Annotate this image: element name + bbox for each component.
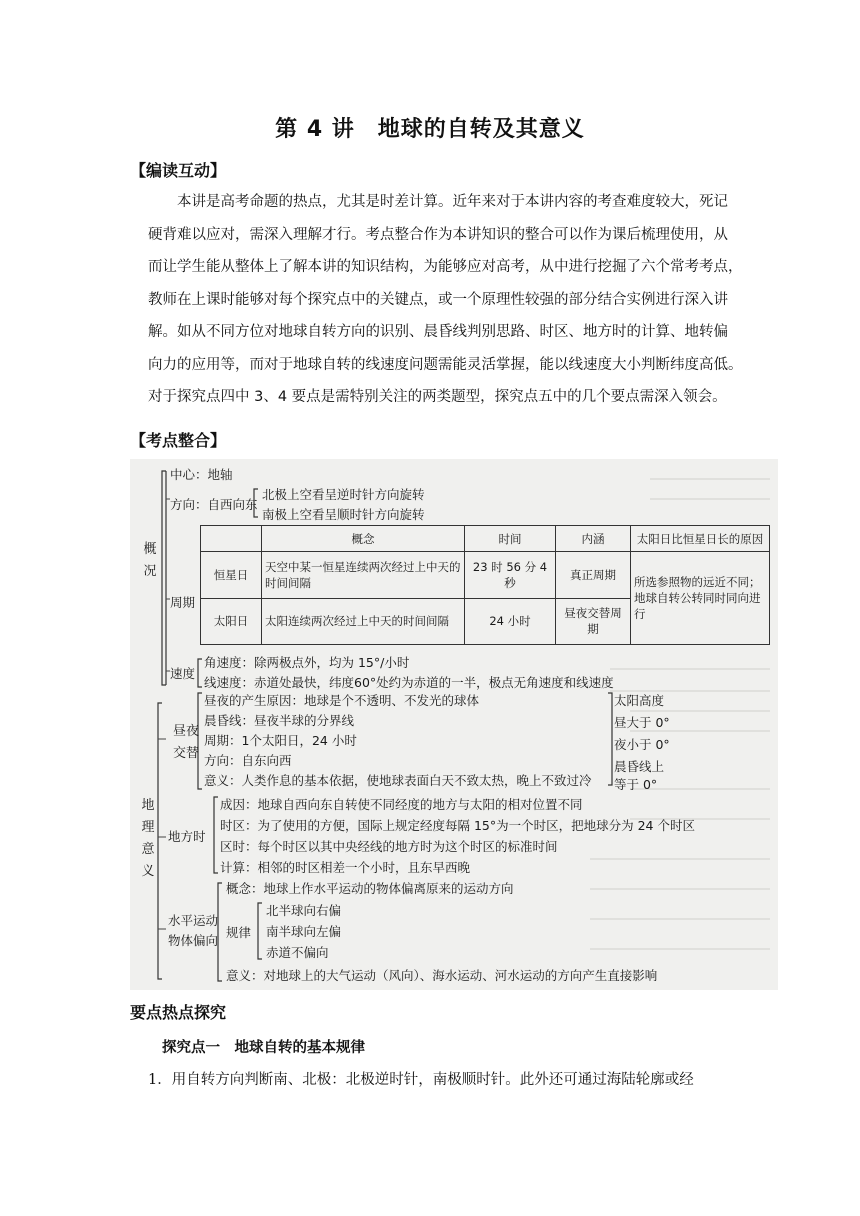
difangshi-timezone: 时区：为了使用的方便，国际上规定经度每隔 15°为一个时区，把地球分为 24 个时区 <box>220 818 695 833</box>
linear-speed: 线速度：赤道处最快，纬度60°处约为赤道的一半，极点无角速度和线速度 <box>204 675 614 690</box>
table-header: 太阳日比恒星日长的原因 <box>631 526 770 552</box>
label-dili-yiyi: 地理意义 <box>141 798 155 879</box>
table-cell: 23 时 56 分 4 秒 <box>465 552 556 598</box>
deflection-rule-label: 规律 <box>226 925 252 940</box>
intro-line: 硬背难以应对，需深入理解才行。考点整合作为本讲知识的整合可以作为课后梳理使用，从 <box>148 226 728 243</box>
intro-line: 向力的应用等，而对于地球自转的线速度问题需能灵活掌握，能以线速度大小判断纬度高低。 <box>148 356 743 373</box>
table-header: 概念 <box>262 526 465 552</box>
deflection-label-1: 水平运动 <box>168 913 219 928</box>
sun-height-day: 昼大于 0° <box>614 715 670 730</box>
subsection-heading: 探究点一 地球自转的基本规律 <box>162 1040 365 1056</box>
table-cell: 昼夜交替周期 <box>556 598 631 644</box>
label-gaikuang: 概况 <box>143 542 157 579</box>
zhouye-period: 周期：1个太阳日，24 小时 <box>204 733 357 748</box>
table-cell: 真正周期 <box>556 552 631 598</box>
intro-line: 而让学生能从整体上了解本讲的知识结构，为能够应对高考，从中进行挖掘了六个常考考点， <box>148 259 743 275</box>
deflection-label-2: 物体偏向 <box>168 933 219 948</box>
deflection-equator: 赤道不偏向 <box>266 945 329 960</box>
intro-line: 本讲是高考命题的热点，尤其是时差计算。近年来对于本讲内容的考查难度较大，死记 <box>177 194 728 210</box>
table-cell: 天空中某一恒星连续两次经过上中天的时间间隔 <box>262 552 465 598</box>
south-rotation: 南极上空看呈顺时针方向旋转 <box>262 507 425 522</box>
sun-height-zero: 等于 0° <box>614 777 658 792</box>
page-title: 第 4 讲 地球的自转及其意义 <box>275 117 585 142</box>
speed-label: 速度 <box>170 666 196 681</box>
angular-speed: 角速度：除两极点外，均为 15°/小时 <box>204 655 410 670</box>
intro-line: 教师在上课时能够对每个探究点中的关键点，或一个原理性较强的部分结合实例进行深入讲 <box>148 291 728 308</box>
zhouye-meaning: 意义：人类作息的基本依据，使地球表面白天不致太热，晚上不致过冷 <box>204 773 592 788</box>
sun-height-night: 夜小于 0° <box>614 737 670 752</box>
period-label: 周期 <box>170 595 196 610</box>
period-table <box>200 525 770 645</box>
table-cell: 太阳日 <box>201 598 262 644</box>
mind-map-figure <box>130 459 778 990</box>
sun-height-label: 太阳高度 <box>614 693 665 708</box>
table-cell: 24 小时 <box>465 598 556 644</box>
north-rotation: 北极上空看呈逆时针方向旋转 <box>262 487 425 502</box>
table-header-row <box>201 526 770 552</box>
section-heading: 要点热点探究 <box>130 1003 227 1022</box>
zhouye-direction: 方向：自东向西 <box>204 753 292 768</box>
center-axis: 中心：地轴 <box>170 467 233 482</box>
table-row <box>201 552 770 598</box>
table-cell: 恒星日 <box>201 552 262 598</box>
body-text-line: 1．用自转方向判断南、北极：北极逆时针，南极顺时针。此外还可通过海陆轮廓或经 <box>148 1072 694 1088</box>
table-cell-reason: 所选参照物的远近不同；地球自转公转同时同向进行 <box>631 552 770 645</box>
zhouye-cause: 昼夜的产生原因：地球是个不透明、不发光的球体 <box>204 693 480 708</box>
table-cell: 太阳连续两次经过上中天的时间间隔 <box>262 598 465 644</box>
difangshi-cause: 成因：地球自西向东自转使不同经度的地方与太阳的相对位置不同 <box>220 797 583 812</box>
section-label-kaodian: 【考点整合】 <box>130 431 227 450</box>
intro-line: 对于探究点四中 3、4 要点是需特别关注的两类题型，探究点五中的几个要点需深入领会。 <box>148 389 727 405</box>
table-header: 内涵 <box>556 526 631 552</box>
zhouye-label: 昼夜交替 <box>172 724 199 761</box>
deflection-meaning: 意义：对地球上的大气运动（风向）、海水运动、河水运动的方向产生直接影响 <box>226 968 658 983</box>
sun-height-terminator: 晨昏线上 <box>614 759 665 774</box>
table-header <box>201 526 262 552</box>
deflection-south: 南半球向左偏 <box>266 924 342 939</box>
deflection-concept: 概念：地球上作水平运动的物体偏离原来的运动方向 <box>226 881 514 896</box>
difangshi-calc: 计算：相邻的时区相差一个小时，且东早西晚 <box>220 860 471 875</box>
difangshi-label: 地方时 <box>168 829 206 844</box>
intro-line: 解。如从不同方位对地球自转方向的识别、晨昏线判别思路、时区、地方时的计算、地转偏 <box>148 324 728 340</box>
deflection-north: 北半球向右偏 <box>266 903 342 918</box>
difangshi-zonetime: 区时：每个时区以其中央经线的地方时为这个时区的标准时间 <box>220 839 558 854</box>
section-label-intro: 【编读互动】 <box>130 161 227 180</box>
table-header: 时间 <box>465 526 556 552</box>
zhouye-terminator: 晨昏线：昼夜半球的分界线 <box>204 713 355 728</box>
intro-paragraph <box>148 186 743 414</box>
direction-label: 方向：自西向东 <box>170 497 258 512</box>
